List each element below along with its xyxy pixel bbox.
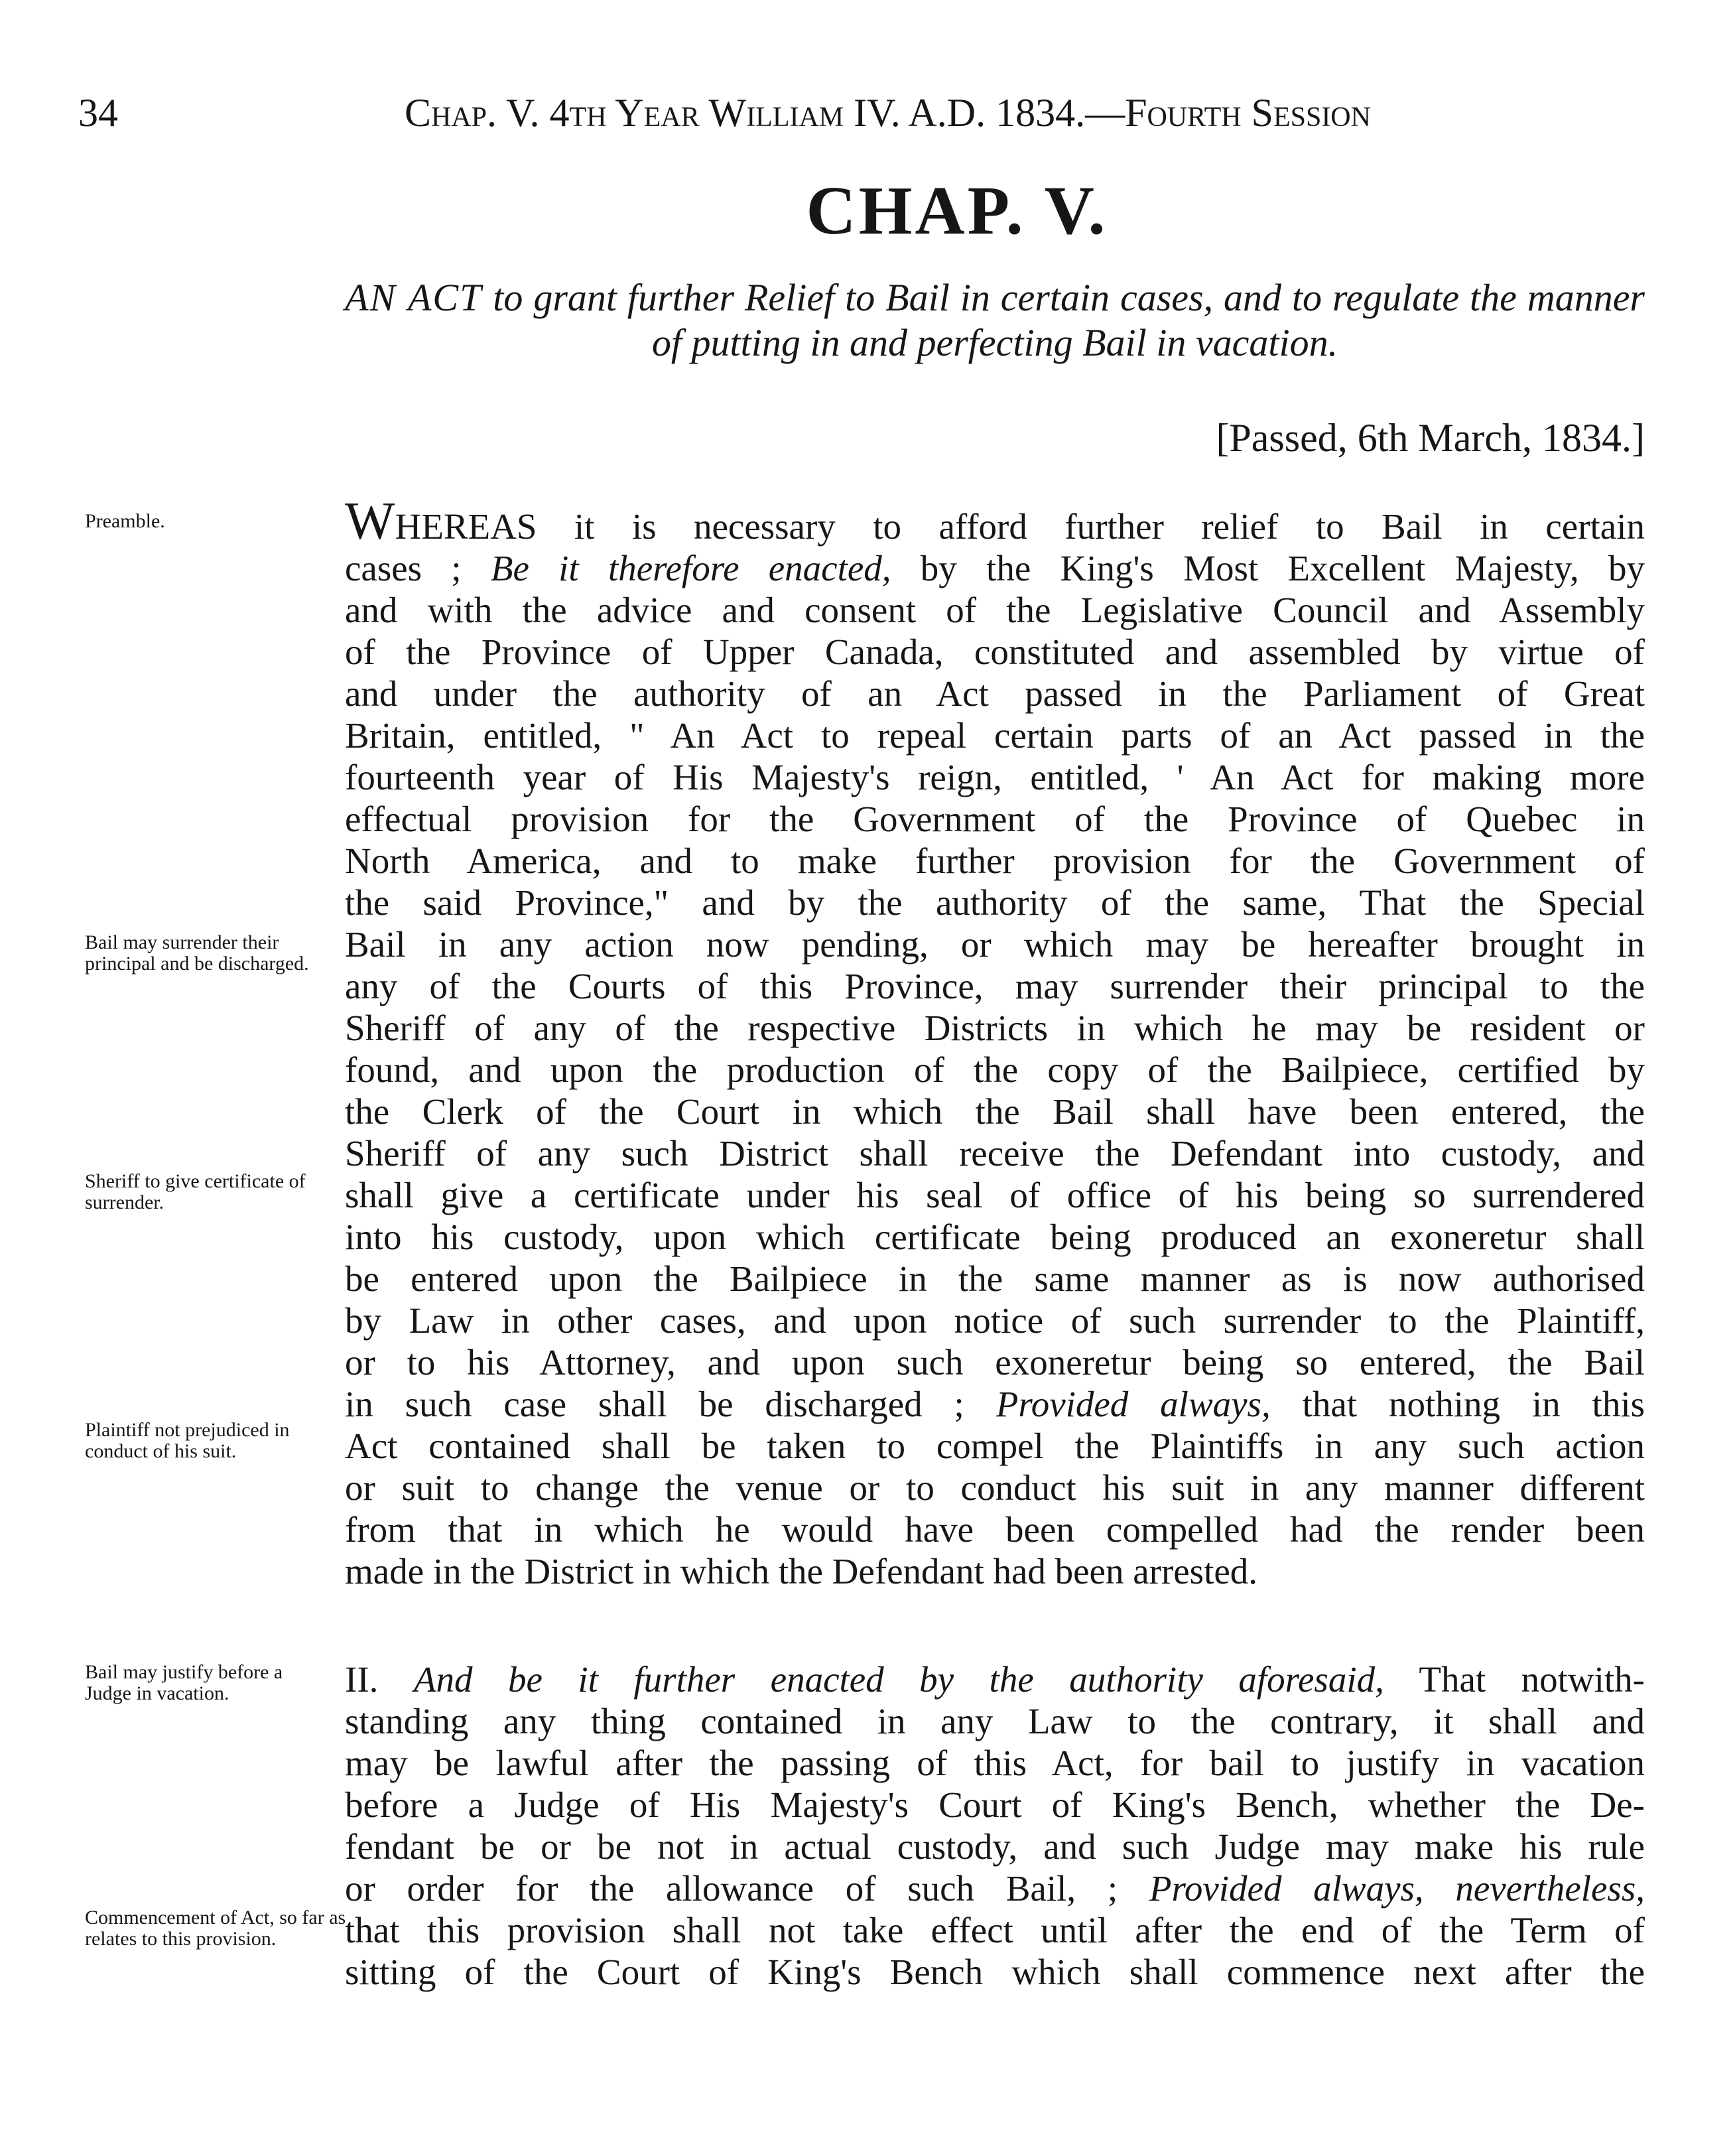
text-line: effectual provision for the Government of the Province of Quebec in: [345, 799, 1645, 839]
section-2-text: [345, 1658, 1645, 1993]
section-number: II.: [345, 1659, 379, 1700]
text-line: or suit to change the venue or to conduct his suit in any manner different: [345, 1467, 1645, 1508]
sidenote-commencement: Commencement of Act, so far as relates to this provision.: [85, 1907, 346, 1950]
sidenote-bail-surrender: Bail may surrender their principal and be discharged.: [85, 931, 309, 975]
drop-cap: W: [345, 492, 395, 551]
text-line: may be lawful after the passing of this Act, for bail to justify in vacation: [345, 1743, 1645, 1783]
text-line: North America, and to make further provision for the Government of: [345, 841, 1645, 881]
text-line: by Law in other cases, and upon notice of such surrender to the Plaintiff,: [345, 1300, 1645, 1341]
chapter-title: CHAP. V.: [806, 172, 1108, 249]
text-line: Act contained shall be taken to compel the Plaintiffs in any such action: [345, 1426, 1645, 1466]
italic-enacted: Be it therefore enacted,: [490, 548, 891, 588]
text-line: fendant be or be not in actual custody, and such Judge may make his rule: [345, 1826, 1645, 1867]
text-line: the Clerk of the Court in which the Bail shall have been entered, the: [345, 1091, 1645, 1132]
text-line: fourteenth year of His Majesty's reign, entitled, ' An Act for making more: [345, 757, 1645, 797]
text-line: cases ; Be it therefore enacted, by the King's Most Excellent Majesty, by: [345, 548, 1645, 588]
text-line: sitting of the Court of King's Bench which shall commence next after the: [345, 1952, 1645, 1992]
text-line: of the Province of Upper Canada, constituted and assembled by virtue of: [345, 632, 1645, 672]
text-line: WHEREAS it is necessary to afford further relief to Bail in certain: [345, 492, 1645, 551]
text-line: be entered upon the Bailpiece in the same manner as is now authorised: [345, 1258, 1645, 1299]
passed-date: [Passed, 6th March, 1834.]: [1216, 416, 1645, 460]
sidenote-plaintiff: Plaintiff not prejudiced in conduct of his suit.: [85, 1419, 290, 1462]
text-line: from that in which he would have been compelled had the render been: [345, 1509, 1645, 1550]
text-line: and with the advice and consent of the Legislative Council and Assembly: [345, 590, 1645, 630]
running-head: Chap. V. 4th Year William IV. A.D. 1834.—Fourth Session: [405, 91, 1371, 135]
text-line: II. And be it further enacted by the authority aforesaid, That notwith-: [345, 1659, 1645, 1700]
italic-provided-nevertheless: Provided always, nevertheless,: [1149, 1868, 1645, 1909]
italic-lead: And be it further enacted by the authority aforesaid,: [413, 1659, 1384, 1700]
text-line: and under the authority of an Act passed in the Parliament of Great: [345, 673, 1645, 714]
section-1-text: [345, 492, 1645, 1592]
page-number: 34: [78, 91, 118, 135]
italic-provided: Provided always,: [996, 1384, 1271, 1424]
text-line: Britain, entitled, " An Act to repeal certain parts of an Act passed in the: [345, 715, 1645, 756]
text-line: or order for the allowance of such Bail, ; Provided always, nevertheless,: [345, 1868, 1645, 1909]
text-line: in such case shall be discharged ; Provided always, that nothing in this: [345, 1384, 1645, 1424]
text-line: the said Province," and by the authority of the same, That the Special: [345, 882, 1645, 923]
act-title-text: to grant further Relief to Bail in certain cases, and to regulate the manner of putting in and perfecting Bail in vacation.: [493, 276, 1645, 364]
text-line: before a Judge of His Majesty's Court of King's Bench, whether the De-: [345, 1785, 1645, 1825]
act-title-lead: AN ACT: [345, 276, 483, 319]
text-line: Sheriff of any of the respective Districts in which he may be resident or: [345, 1008, 1645, 1048]
text-line: or to his Attorney, and upon such exoneretur being so entered, the Bail: [345, 1342, 1645, 1382]
text-line: that this provision shall not take effect until after the end of the Term of: [345, 1910, 1645, 1950]
sidenote-bail-justify: Bail may justify before a Judge in vacation.: [85, 1661, 283, 1704]
text-line: found, and upon the production of the copy of the Bailpiece, certified by: [345, 1049, 1645, 1090]
text-line: Sheriff of any such District shall receive the Defendant into custody, and: [345, 1133, 1645, 1174]
text-line: Bail in any action now pending, or which may be hereafter brought in: [345, 924, 1645, 965]
sidenote-preamble: Preamble.: [85, 510, 165, 532]
text-line: shall give a certificate under his seal of office of his being so surrendered: [345, 1175, 1645, 1215]
text-line: into his custody, upon which certificate being produced an exoneretur shall: [345, 1217, 1645, 1257]
text-line: standing any thing contained in any Law to the contrary, it shall and: [345, 1701, 1645, 1741]
text-line: any of the Courts of this Province, may surrender their principal to the: [345, 966, 1645, 1006]
text-line: made in the District in which the Defendant had been arrested.: [345, 1551, 1258, 1591]
sidenote-sheriff-certificate: Sheriff to give certificate of surrender.: [85, 1170, 306, 1213]
act-title: [345, 275, 1645, 366]
